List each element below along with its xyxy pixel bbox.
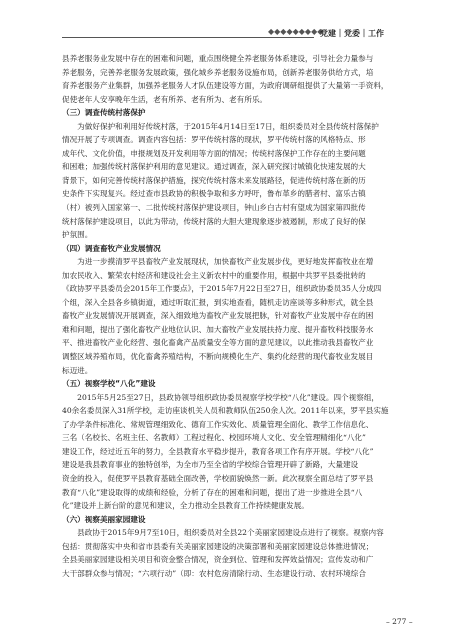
page-number: – 277 –	[386, 617, 413, 626]
header-decoration: ◆◆◆◆◆◆◆◆◆	[268, 27, 324, 36]
text-line: 县养老服务业发展中存在的困难和问题，重点围绕健全养老服务体系建设，引导社会力量参与	[62, 54, 374, 63]
text-line: 调整区域养殖布局，优化畜禽养殖结构，不断向规模化生产、集约化经营的现代畜牧业发展目	[62, 352, 374, 362]
text-line: 2015年5月25至27日，县政协领导组织政协委员视察学校学校“八化”建设。四个视察组，	[62, 392, 380, 402]
text-line: 建设是我县教育事业的独特创举，为全市乃至全省的学校综合管理开辟了新路，大量建设	[62, 460, 359, 470]
text-line: 为做好保护和利用好传统村落，于2015年4月14日至17日，组织委员对全县传统村落保护	[62, 121, 379, 131]
text-line: 40余名委员深入31所学校，走访座谈机关人员和教师队伍250余人次。2011年以来，罗平县实施	[62, 406, 389, 416]
text-line: 促使老年人安享晚年生活，老有所养、老有所为、老有所乐。	[62, 94, 268, 104]
text-line: 背景下，如何完善传统村落保护措施，探究传统村落未来发展路径，促进传统村落在新的历	[62, 175, 366, 185]
text-line: 包括：贯彻落实中央和省市县委有关美丽家园建设的决策部署和美丽家园建设总体推进情况；	[62, 541, 374, 551]
header-section-label: 党建｜党委｜工作	[320, 29, 384, 38]
text-line: 《政协罗平县委员会2015年工作要点》，于2015年7月22日至27日，组织政协委员35人分成四	[62, 284, 382, 294]
text-line: 加农民收入、繁荣农村经济和建设社会主义新农村中的重要作用，根据中共罗平县委批转的	[62, 270, 366, 280]
text-line: 成年代、文化价值，申报规划及开发利用等方面的情况；传统村落保护工作存在的主要问题	[62, 148, 366, 158]
text-line: 了办学条件标准化、常规管理细致化、德育工作实效化、质量管理全面化、教学工作信息化、	[62, 419, 374, 429]
section-heading: （五）视察学校“八化”建设	[62, 379, 156, 389]
text-line: 难和问题，提出了强化畜牧产业地位认识、加大畜牧产业发展扶持力度、提升畜牧科技服务水	[62, 324, 374, 334]
text-line: 三名（名校长、名班主任、名教师）工程过程化、校园环境人文化、安全管理精细化“八化”	[62, 433, 366, 443]
text-line: （村）被列入国家第一、二批传统村落保护建设项目，钟山乡白古村有望成为国家第四批传	[62, 203, 366, 213]
text-line: 教育“八化”建设取得的成绩和经验，分析了存在的困难和问题，提出了进一步推进全县“八	[62, 487, 363, 497]
header-rule	[62, 37, 314, 38]
text-line: 建设工作，经过近五年的努力，全县教育水平稳步提升，教育各项工作有序开展。学校“八化”	[62, 446, 374, 456]
section-heading: （三）调查传统村落保护	[62, 108, 146, 118]
running-header	[62, 25, 422, 39]
text-line: 为进一步摸清罗平县畜牧产业发展现状，加快畜牧产业发展步伐，更好地发挥畜牧业在增	[62, 257, 374, 267]
text-line: 平、推进畜牧产业化经营、强化畜禽产品质量安全等方面的意见建议，以此推动我县畜牧产业	[62, 338, 374, 348]
text-line: 育养老服务产业集群，加强养老服务人才队伍建设等方面，为政府调研组提供了大量第一手资料，	[62, 81, 389, 91]
text-line: 个组，深入全县各乡镇街道，通过听取汇报，到实地查看，随机走访座谈等多种形式，就全县	[62, 297, 374, 307]
text-line: 统村落保护建设项目，以此为带动，传统村落的大胆大建现象逐步被遏制，形成了良好的保	[62, 216, 366, 226]
text-line: 养老服务，完善养老服务发展政策，强化城乡养老服务设施布局，创新养老服务供给方式，培	[62, 67, 374, 77]
text-line: 标迈进。	[62, 365, 93, 375]
section-heading: （四）调查畜牧产业发展情况	[62, 243, 161, 253]
text-line: 县政协于2015年9月7至10日，组织委员对全县22个美丽家园建设点进行了视察。视察内容	[62, 528, 384, 538]
text-line: 畜牧产业发展情况开展调查，深入细致地为畜牧产业发展把脉，针对畜牧产业发展中存在的困	[62, 311, 374, 321]
text-line: 和困难；加强传统村落保护利用的意见建议。通过调查，深入研究探讨城镇化快速发展的大	[62, 162, 366, 172]
section-heading: （六）视察美丽家园建设	[62, 514, 146, 524]
text-line: 大干部群众参与情况；“六项行动”（即：农村危房清除行动、生态建设行动、农村环境综合	[62, 568, 366, 578]
text-line: 资金的投入，促使罗平县教育基础全面改善，学校面貌焕然一新。此次视察全面总结了罗平县	[62, 473, 374, 483]
text-line: 情况开展了专项调查。调查内容包括：罗平传统村落的现状，罗平传统村落的风格特点、形	[62, 135, 366, 145]
text-line: 史条件下实现复兴。经过查市县政协的积极争取和多方呼吁，鲁布革乡的腊者村、富乐古镇	[62, 189, 366, 199]
text-line: 护氛围。	[62, 230, 93, 240]
text-line: 化”建设并上新台阶的意见和建议，全力推动全县教育工作持续健康发展。	[62, 501, 309, 511]
text-line: 全县美丽家园建设相关项目和资金整合情况，资金到位、管理和发挥效益情况；宣传发动和广	[62, 555, 374, 565]
body-text	[62, 52, 420, 580]
